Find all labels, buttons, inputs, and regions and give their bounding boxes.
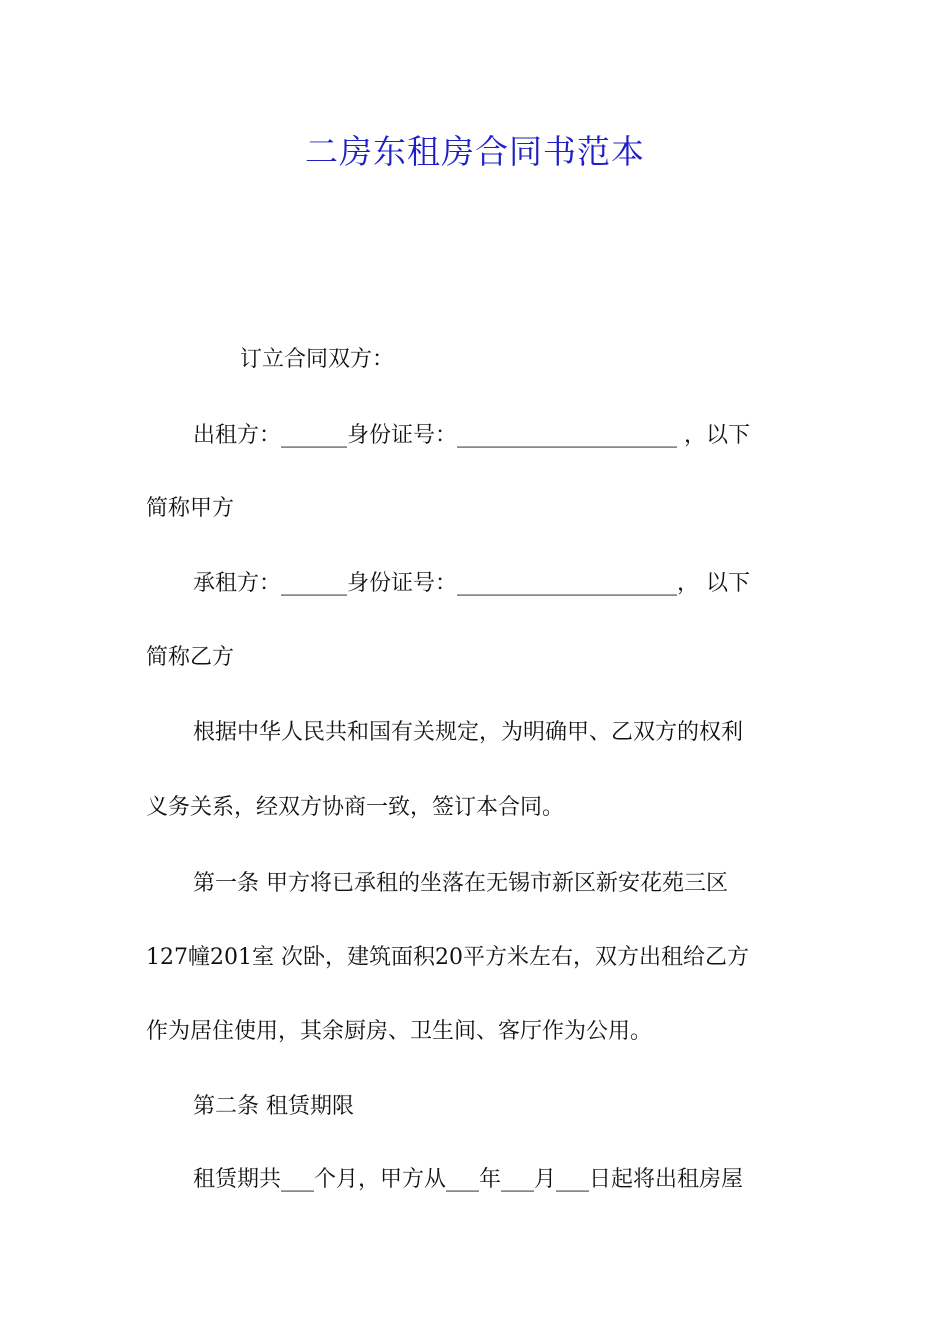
article-two-heading: 第二条 租赁期限 — [193, 1094, 354, 1119]
preamble-paragraph-continued: 义务关系，经双方协商一致，签订本合同。 — [146, 795, 565, 820]
document-title: 二房东租房合同书范本 — [305, 132, 645, 171]
lessee-line: 承租方：______身份证号：____________________， 以下 — [193, 571, 750, 596]
article-one-continued-2: 作为居住使用，其余厨房、卫生间、客厅作为公用。 — [146, 1019, 653, 1044]
article-one: 第一条 甲方将已承租的坐落在无锡市新区新安花苑三区 — [193, 871, 728, 896]
lessor-line: 出租方：______身份证号：____________________ ，以下 — [193, 423, 750, 448]
article-one-continued: 127幢201室 次卧，建筑面积20平方米左右，双方出租给乙方 — [146, 945, 749, 970]
preamble-paragraph: 根据中华人民共和国有关规定，为明确甲、乙双方的权利 — [193, 720, 744, 745]
lessor-line-continued: 简称甲方 — [146, 496, 235, 521]
article-two-paragraph: 租赁期共___个月，甲方从___年___月___日起将出租房屋 — [193, 1167, 744, 1192]
parties-heading: 订立合同双方： — [240, 347, 395, 372]
lessee-line-continued: 简称乙方 — [146, 645, 235, 670]
